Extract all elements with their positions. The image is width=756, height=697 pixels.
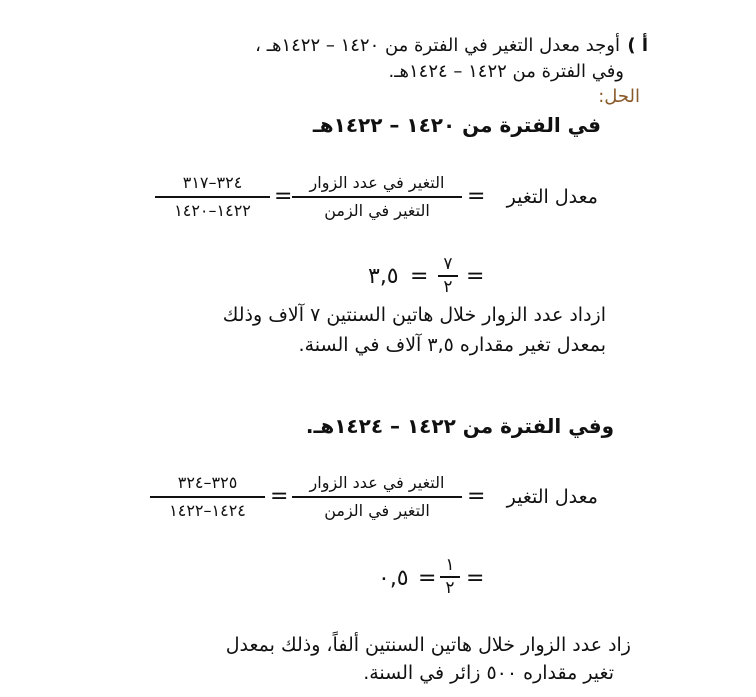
part2-definition-numerator: التغير في عدد الزوار [309,473,445,492]
part1-heading: في الفترة من ١٤٢٠ – ١٤٢٢هـ [312,113,601,137]
part1-values-fraction [155,172,270,222]
fraction-bar [150,496,265,498]
question-line-2: وفي الفترة من ١٤٢٢ – ١٤٢٤هـ. [388,61,624,82]
part2-definition-fraction [292,472,462,522]
part2-explanation-line-1: زاد عدد الزوار خلال هاتين السنتين ألفاً، وذلك بمعدل [225,634,631,656]
part2-explanation-line-2: تغير مقداره ٥٠٠ زائر في السنة. [363,662,614,684]
part2-equals-3: = [466,566,485,591]
fraction-bar [292,496,462,498]
part1-simple-fraction [438,255,458,297]
part2-values-fraction [150,472,265,522]
fraction-bar [292,196,462,198]
part2-definition-denominator: التغير في الزمن [324,500,430,520]
part1-definition-numerator: التغير في عدد الزوار [309,173,445,192]
part1-equals-4: = [410,264,429,289]
part1-definition-fraction [292,172,462,222]
fraction-bar [155,196,270,198]
part2-equals-4: = [418,566,437,591]
part2-rate-label: معدل التغير [506,486,598,508]
part2-heading: وفي الفترة من ١٤٢٢ – ١٤٢٤هـ. [305,414,614,438]
part2-result: ٠,٥ [378,566,409,591]
part2-values-denominator: ١٤٢٤–١٤٢٢ [169,500,246,520]
part1-equals-3: = [466,264,485,289]
question-marker: أ ) [627,35,648,56]
part1-values-denominator: ١٤٢٢–١٤٢٠ [174,200,251,220]
part2-simple-numerator: ١ [445,555,455,575]
part2-simple-denominator: ٢ [445,577,455,598]
part2-simple-fraction [440,556,460,598]
question-line-1: أوجد معدل التغير في الفترة من ١٤٢٠ – ١٤٢٢هـ ، [255,35,620,56]
part1-definition-denominator: التغير في الزمن [324,200,430,220]
part1-values-numerator: ٣٢٤–٣١٧ [182,173,243,192]
part1-explanation-line-1: ازداد عدد الزوار خلال هاتين السنتين ٧ آلاف وذلك [222,304,606,326]
part2-equals-1: = [467,484,486,509]
part1-equals-1: = [467,184,486,209]
part1-rate-label: معدل التغير [506,186,598,208]
solution-label: الحل: [598,86,640,107]
part2-equals-2: = [270,484,289,509]
part1-result: ٣,٥ [368,264,399,289]
part1-equals-2: = [274,184,293,209]
part2-values-numerator: ٣٢٥–٣٢٤ [177,473,238,492]
part1-simple-denominator: ٢ [443,276,453,297]
part1-simple-numerator: ٧ [443,254,453,274]
part1-explanation-line-2: بمعدل تغير مقداره ٣,٥ آلاف في السنة. [298,334,606,356]
